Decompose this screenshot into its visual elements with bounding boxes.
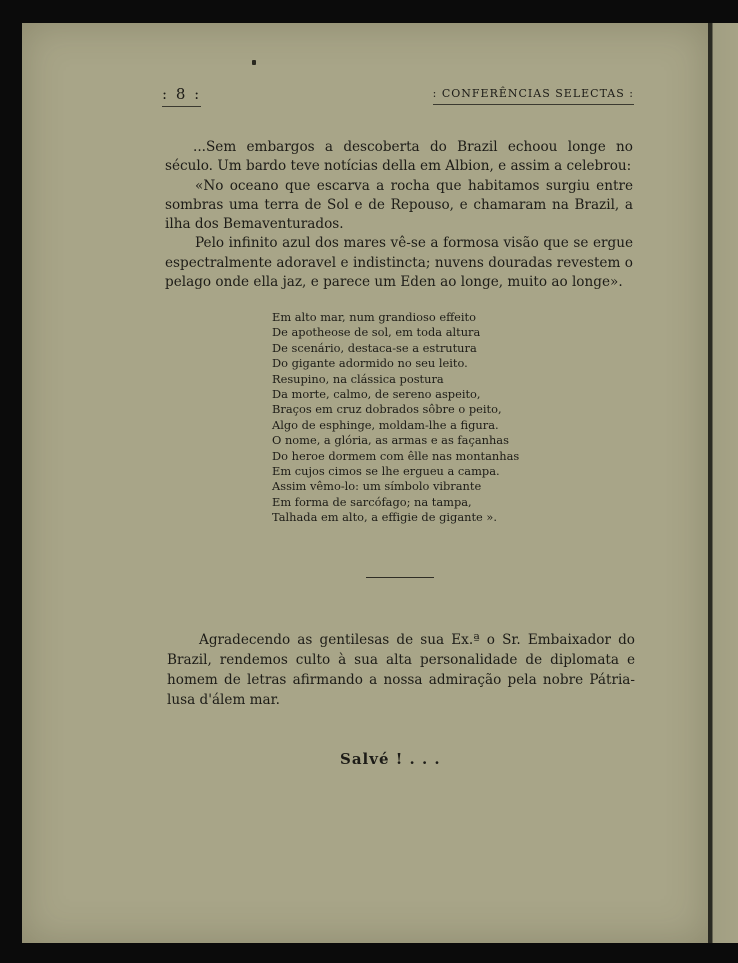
poem-line: Algo de esphinge, moldam-lhe a figura. [272, 417, 499, 432]
closing-section [167, 630, 635, 710]
poem-line: Em alto mar, num grandioso effeito [272, 310, 476, 324]
poem-line: Resupino, na clássica postura [272, 371, 444, 386]
poem-line: De apotheose de sol, em toda altura [272, 325, 481, 340]
paragraph: Pelo infinito azul dos mares vê-se a formosa visão que se ergue espectralmente adoravel e indistincta; nuvens douradas revestem o pelago onde ella jaz, e parece um Eden ao longe, muito ao longe». [165, 235, 633, 291]
page-header [162, 85, 634, 107]
poem-line: Talhada em alto, a effigie de gigante ». [272, 510, 497, 525]
closing-paragraph: Agradecendo as gentilesas de sua Ex.ª o Sr. Embaixador do Brazil, rendemos culto à sua alta personalidade de diplomata e homem de letras afirmando a nossa admiração pela nobre Pátria-lusa d'álem mar. [167, 632, 635, 708]
poem-line: Braços em cruz dobrados sôbre o peito, [272, 402, 502, 417]
page-number: : 8 : [162, 85, 201, 107]
section-divider [366, 577, 434, 578]
running-head: : CONFERÊNCIAS SELECTAS : [433, 87, 634, 105]
poem-line: Da morte, calmo, de sereno aspeito, [272, 387, 481, 402]
poem-line: O nome, a glória, as armas e as façanhas [272, 433, 509, 448]
poem-line: Assim vêmo-lo: um símbolo vibrante [272, 479, 482, 494]
poem-line: Em forma de sarcófago; na tampa, [272, 494, 472, 509]
prose-section [165, 138, 633, 292]
poem [272, 310, 519, 526]
poem-line: Do gigante adormido no seu leito. [272, 356, 468, 371]
paragraph: ...Sem embargos a descoberta do Brazil echoou longe no século. Um bardo teve notícias della em Albion, e assim a celebrou: [165, 139, 633, 175]
poem-line: Do heroe dormem com êlle nas montanhas [272, 448, 520, 463]
paragraph: «No oceano que escarva a rocha que habitamos surgiu entre sombras uma terra de Sol e de Repouso, e chamaram na Brazil, a ilha dos Bemaventurados. [165, 177, 633, 233]
poem-line: Em cujos cimos se lhe ergueu a campa. [272, 464, 500, 479]
page-edge [708, 23, 738, 943]
poem-line: De scenário, destaca-se a estrutura [272, 340, 477, 355]
salutation: Salvé ! . . . [340, 750, 441, 768]
ink-mark [252, 60, 256, 65]
